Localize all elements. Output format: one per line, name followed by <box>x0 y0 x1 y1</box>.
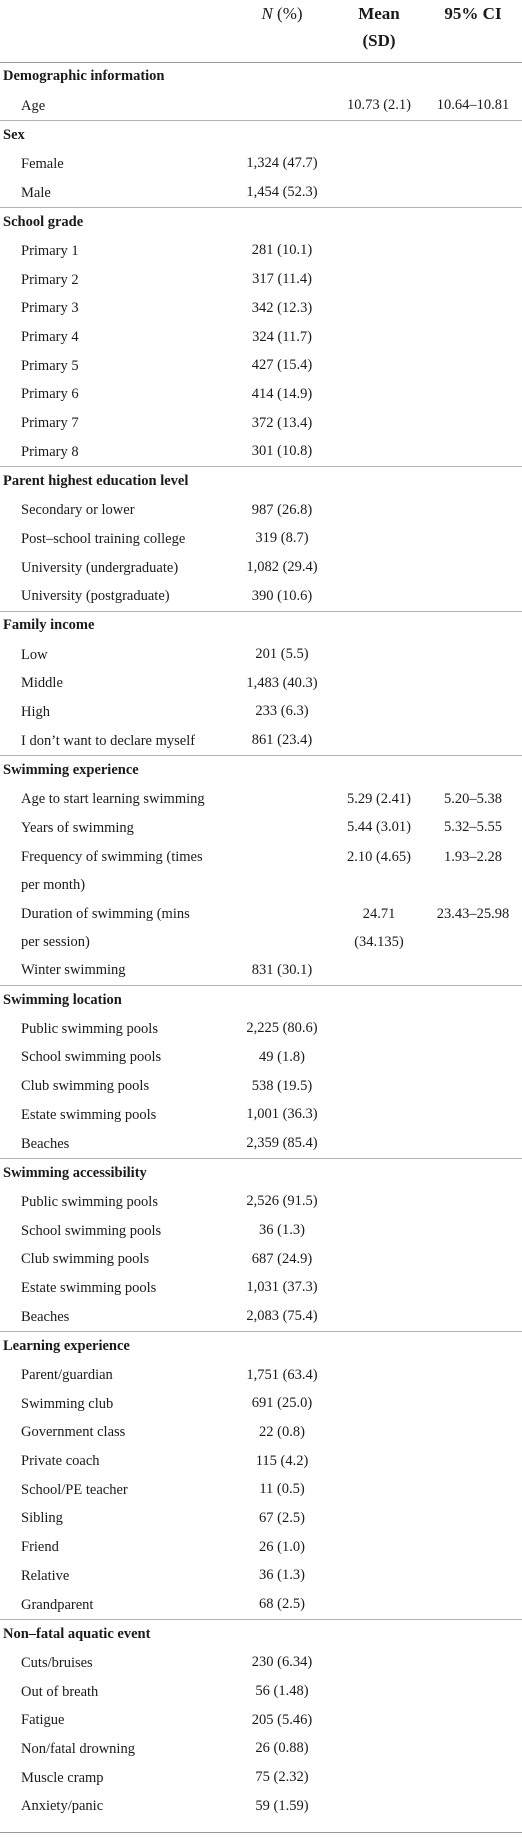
ci-cell <box>424 237 522 266</box>
row-label: High <box>21 703 50 720</box>
n-percent-cell <box>230 813 334 842</box>
row-label: School/PE teacher <box>21 1481 128 1498</box>
row-label-line1: Frequency of swimming (times <box>21 848 203 865</box>
mean-sd-cell <box>334 1590 424 1619</box>
mean-sd-cell <box>334 1361 424 1390</box>
ci-cell <box>424 1763 522 1792</box>
mean-sd-cell <box>334 1245 424 1274</box>
ci-cell <box>424 380 522 409</box>
table-row <box>0 1504 522 1533</box>
table-row <box>0 582 522 611</box>
ci-cell <box>424 669 522 698</box>
n-percent-cell: 301 (10.8) <box>251 443 313 460</box>
spacer <box>471 934 475 950</box>
n-percent-cell: 56 (1.48) <box>255 1683 309 1700</box>
table-row <box>0 1418 522 1447</box>
section-header-row <box>0 120 522 149</box>
row-label-line1: Duration of swimming (mins <box>21 905 190 922</box>
ci-cell <box>424 525 522 554</box>
n-percent-cell: 1,082 (29.4) <box>246 559 318 576</box>
section-title: Parent highest education level <box>0 467 522 496</box>
table-row <box>0 1245 522 1274</box>
table-row <box>0 1562 522 1591</box>
mean-sd-cell: 5.29 (2.41) <box>346 790 412 807</box>
mean-sd-cell <box>334 1533 424 1562</box>
mean-sd-cell <box>334 1735 424 1764</box>
mean-sd-cell <box>334 437 424 466</box>
n-percent-cell: 691 (25.0) <box>251 1395 313 1412</box>
ci-cell <box>424 1735 522 1764</box>
table-row <box>0 1706 522 1735</box>
n-percent-cell: 1,001 (36.3) <box>246 1106 318 1123</box>
section-title: Demographic information <box>0 62 522 91</box>
ci-cell <box>424 323 522 352</box>
n-percent-cell: 67 (2.5) <box>259 1509 305 1526</box>
n-percent-cell: 26 (1.0) <box>259 1538 305 1555</box>
mean-sd-cell <box>334 265 424 294</box>
n-percent-cell: 372 (13.4) <box>251 414 313 431</box>
mean-sd-cell <box>334 237 424 266</box>
section-title: Swimming experience <box>0 756 522 785</box>
table-row <box>0 178 522 207</box>
mean-sd-cell <box>334 1101 424 1130</box>
mean-sd-cell <box>334 669 424 698</box>
section-title: Sex <box>0 120 522 149</box>
row-label: Low <box>21 646 48 663</box>
table-row <box>0 150 522 179</box>
ci-cell <box>424 899 522 956</box>
section-title: Family income <box>0 611 522 640</box>
row-label: Muscle cramp <box>21 1769 104 1786</box>
ci-value: 1.93–2.28 <box>444 848 502 865</box>
table-row <box>0 237 522 266</box>
ci-cell <box>424 1101 522 1130</box>
section-header-row <box>0 467 522 496</box>
table-row <box>0 553 522 582</box>
row-label: Middle <box>21 675 63 692</box>
n-percent-cell: 2,083 (75.4) <box>246 1308 318 1325</box>
mean-sd-cell <box>334 1274 424 1303</box>
mean-sd-cell <box>334 525 424 554</box>
header-mean-sd <box>334 0 424 62</box>
n-percent-cell <box>230 842 334 899</box>
ci-cell <box>424 1274 522 1303</box>
row-label: Primary 8 <box>21 443 79 460</box>
row-label-line2: per month) <box>21 876 86 893</box>
mean-sd-cell <box>334 698 424 727</box>
header-n-symbol: N <box>261 4 273 23</box>
row-label: Non/fatal drowning <box>21 1740 135 1757</box>
row-label: Male <box>21 184 51 201</box>
row-label: Primary 4 <box>21 329 79 346</box>
table-row <box>0 1361 522 1390</box>
row-label <box>0 842 230 899</box>
n-percent-cell: 1,031 (37.3) <box>246 1279 318 1296</box>
ci-cell: 10.64–10.81 <box>436 97 510 114</box>
ci-cell <box>424 351 522 380</box>
mean-sd-cell <box>334 1447 424 1476</box>
n-percent-cell: 414 (14.9) <box>251 385 313 402</box>
row-label: School swimming pools <box>21 1049 162 1066</box>
ci-cell <box>424 1649 522 1678</box>
n-percent-cell: 22 (0.8) <box>259 1423 305 1440</box>
row-label: I don’t want to declare myself <box>21 732 196 749</box>
table-row <box>0 1533 522 1562</box>
table-row <box>0 1101 522 1130</box>
mean-sd-cell <box>334 1504 424 1533</box>
n-percent-cell: 201 (5.5) <box>255 646 309 663</box>
mean-sd-cell <box>334 1302 424 1331</box>
section-header-row <box>0 1158 522 1187</box>
n-percent-cell: 390 (10.6) <box>251 587 313 604</box>
n-percent-cell: 324 (11.7) <box>252 328 312 345</box>
ci-cell <box>424 1072 522 1101</box>
table-row <box>0 409 522 438</box>
table-row <box>0 1072 522 1101</box>
mean-sd-cell <box>334 956 424 985</box>
row-label: Government class <box>21 1424 126 1441</box>
row-label: Post–school training college <box>21 530 186 547</box>
ci-cell <box>424 1418 522 1447</box>
table-row <box>0 669 522 698</box>
table-row <box>0 1129 522 1158</box>
n-percent-cell: 115 (4.2) <box>255 1452 309 1469</box>
table-row <box>0 1216 522 1245</box>
n-percent-cell: 2,225 (80.6) <box>246 1020 318 1037</box>
row-label: Public swimming pools <box>21 1020 158 1037</box>
row-label: Primary 2 <box>21 271 79 288</box>
row-label: Primary 7 <box>21 415 79 432</box>
row-label: University (undergraduate) <box>21 559 179 576</box>
section-header-row <box>0 611 522 640</box>
row-label: Fatigue <box>21 1712 65 1729</box>
mean-sd-cell <box>334 1014 424 1043</box>
n-percent-cell: 319 (8.7) <box>255 530 309 547</box>
ci-cell <box>424 1389 522 1418</box>
n-percent-cell <box>230 899 334 956</box>
row-label: Primary 6 <box>21 386 79 403</box>
table-row <box>0 496 522 525</box>
table-row <box>0 785 522 814</box>
mean-sd-cell <box>334 899 424 956</box>
header-mean-line2: (SD) <box>362 31 396 50</box>
table-bottom-rule <box>0 1832 522 1833</box>
ci-cell <box>424 496 522 525</box>
row-label: School swimming pools <box>21 1222 162 1239</box>
table-row <box>0 1763 522 1792</box>
table-row <box>0 1274 522 1303</box>
mean-sd-cell <box>334 294 424 323</box>
mean-sd-cell <box>334 1562 424 1591</box>
mean-sd-cell <box>334 842 424 899</box>
section-header-row <box>0 1332 522 1361</box>
spacer <box>377 877 381 893</box>
ci-cell <box>424 437 522 466</box>
table-row <box>0 380 522 409</box>
mean-sd-cell <box>334 553 424 582</box>
row-label: Beaches <box>21 1308 70 1325</box>
n-percent-cell: 317 (11.4) <box>252 271 312 288</box>
table-row <box>0 323 522 352</box>
section-header-row <box>0 207 522 236</box>
table-row <box>0 294 522 323</box>
row-label: Relative <box>21 1567 70 1584</box>
row-label: Cuts/bruises <box>21 1654 93 1671</box>
table-row <box>0 1677 522 1706</box>
ci-cell <box>424 1188 522 1217</box>
table-body <box>0 62 522 1821</box>
section-header-row <box>0 1619 522 1648</box>
table-row <box>0 842 522 899</box>
row-label: Age to start learning swimming <box>21 791 205 808</box>
row-label: Friend <box>21 1539 59 1556</box>
ci-cell <box>424 640 522 669</box>
header-mean-line1: Mean <box>358 4 400 23</box>
mean-sd-cell <box>334 150 424 179</box>
row-label: Private coach <box>21 1453 100 1470</box>
mean-sd-cell <box>334 1418 424 1447</box>
mean-sd-cell <box>334 1389 424 1418</box>
row-label: Estate swimming pools <box>21 1106 157 1123</box>
sd-value: (34.135) <box>354 933 404 950</box>
n-percent-cell: 1,324 (47.7) <box>246 155 318 172</box>
row-label: Primary 5 <box>21 357 79 374</box>
table-row <box>0 265 522 294</box>
n-percent-cell: 11 (0.5) <box>259 1481 305 1498</box>
row-label: Age <box>21 97 46 114</box>
n-percent-cell: 59 (1.59) <box>255 1797 309 1814</box>
n-percent-cell: 1,751 (63.4) <box>246 1366 318 1383</box>
table-row <box>0 525 522 554</box>
table-row <box>0 813 522 842</box>
mean-sd-cell <box>334 1706 424 1735</box>
ci-cell: 5.20–5.38 <box>444 790 502 807</box>
n-percent-cell: 831 (30.1) <box>251 961 313 978</box>
row-label: Beaches <box>21 1135 70 1152</box>
ci-cell <box>424 1302 522 1331</box>
ci-cell <box>424 1792 522 1821</box>
ci-cell <box>424 1677 522 1706</box>
n-percent-cell: 36 (1.3) <box>259 1222 305 1239</box>
ci-cell <box>424 1475 522 1504</box>
section-title: School grade <box>0 207 522 236</box>
row-label: Out of breath <box>21 1683 99 1700</box>
mean-sd-cell: 5.44 (3.01) <box>346 819 412 836</box>
n-percent-cell: 49 (1.8) <box>259 1048 305 1065</box>
ci-cell <box>424 1706 522 1735</box>
table-row <box>0 899 522 956</box>
n-percent-cell: 26 (0.88) <box>255 1740 309 1757</box>
ci-cell <box>424 265 522 294</box>
ci-cell <box>424 1043 522 1072</box>
mean-sd-cell <box>334 1763 424 1792</box>
table-row <box>0 698 522 727</box>
table-row <box>0 1792 522 1821</box>
row-label: Anxiety/panic <box>21 1798 104 1815</box>
n-percent-cell: 2,359 (85.4) <box>246 1135 318 1152</box>
ci-cell <box>424 726 522 755</box>
row-label: Parent/guardian <box>21 1367 113 1384</box>
section-title: Swimming location <box>0 985 522 1014</box>
mean-sd-cell <box>334 1188 424 1217</box>
n-percent-cell: 68 (2.5) <box>259 1596 305 1613</box>
section-header-row <box>0 756 522 785</box>
table-row <box>0 1014 522 1043</box>
n-percent-cell: 36 (1.3) <box>259 1567 305 1584</box>
row-label: Female <box>21 155 64 172</box>
table-row <box>0 1649 522 1678</box>
spacer <box>471 877 475 893</box>
table-row <box>0 351 522 380</box>
section-title: Swimming accessibility <box>0 1158 522 1187</box>
table-row <box>0 1389 522 1418</box>
ci-cell <box>424 1361 522 1390</box>
ci-cell <box>424 294 522 323</box>
header-row <box>0 0 522 62</box>
ci-cell <box>424 698 522 727</box>
section-title: Learning experience <box>0 1332 522 1361</box>
section-header-row <box>0 62 522 91</box>
header-label-column <box>0 0 230 62</box>
ci-cell <box>424 1129 522 1158</box>
table-row <box>0 956 522 985</box>
row-label: Secondary or lower <box>21 502 135 519</box>
n-percent-cell: 205 (5.46) <box>251 1711 313 1728</box>
n-percent-cell: 427 (15.4) <box>251 357 313 374</box>
table-row <box>0 91 522 120</box>
n-percent-cell: 1,483 (40.3) <box>246 674 318 691</box>
mean-sd-cell <box>334 351 424 380</box>
mean-sd-cell <box>334 1129 424 1158</box>
row-label: Primary 3 <box>21 300 79 317</box>
row-label-line2: per session) <box>21 933 90 950</box>
row-label: Grandparent <box>21 1596 94 1613</box>
row-label: Club swimming pools <box>21 1251 150 1268</box>
ci-cell <box>424 1504 522 1533</box>
ci-cell <box>424 409 522 438</box>
row-label: Years of swimming <box>21 819 134 836</box>
table-row <box>0 437 522 466</box>
table-row <box>0 1043 522 1072</box>
mean-sd-cell <box>334 582 424 611</box>
mean-sd-cell <box>334 1216 424 1245</box>
mean-sd-cell <box>334 1677 424 1706</box>
table-row <box>0 1590 522 1619</box>
mean-sd-cell: 10.73 (2.1) <box>346 97 412 114</box>
row-label: Club swimming pools <box>21 1078 150 1095</box>
ci-cell <box>424 1447 522 1476</box>
ci-value: 23.43–25.98 <box>436 905 510 922</box>
mean-sd-cell <box>334 726 424 755</box>
n-percent-cell: 2,526 (91.5) <box>246 1193 318 1210</box>
n-percent-cell: 342 (12.3) <box>251 299 313 316</box>
mean-sd-cell <box>334 1072 424 1101</box>
row-label: Swimming club <box>21 1395 114 1412</box>
mean-sd-cell <box>334 380 424 409</box>
ci-cell <box>424 178 522 207</box>
n-percent-cell: 230 (6.34) <box>251 1654 313 1671</box>
n-percent-cell: 233 (6.3) <box>255 703 309 720</box>
ci-cell: 5.32–5.55 <box>444 819 502 836</box>
header-n-percent <box>230 0 334 62</box>
ci-cell <box>424 150 522 179</box>
row-label: Primary 1 <box>21 242 79 259</box>
table-row <box>0 1302 522 1331</box>
mean-sd-cell <box>334 640 424 669</box>
table-header <box>0 0 522 62</box>
header-95-ci: 95% CI <box>444 4 502 23</box>
mean-sd-cell <box>334 1792 424 1821</box>
n-percent-cell: 538 (19.5) <box>251 1077 313 1094</box>
ci-cell <box>424 1014 522 1043</box>
n-percent-cell: 687 (24.9) <box>251 1250 313 1267</box>
ci-cell <box>424 1245 522 1274</box>
row-label <box>0 899 230 956</box>
ci-cell <box>424 1533 522 1562</box>
ci-cell <box>424 1562 522 1591</box>
ci-cell <box>424 553 522 582</box>
n-percent-cell: 861 (23.4) <box>251 732 313 749</box>
n-percent-cell <box>230 785 334 814</box>
table-row <box>0 1735 522 1764</box>
mean-sd-cell <box>334 409 424 438</box>
table-row <box>0 1447 522 1476</box>
table-row <box>0 640 522 669</box>
section-title: Non–fatal aquatic event <box>0 1619 522 1648</box>
n-percent-cell: 75 (2.32) <box>255 1769 309 1786</box>
mean-sd-cell <box>334 1649 424 1678</box>
n-percent-cell: 987 (26.8) <box>251 501 313 518</box>
ci-cell <box>424 842 522 899</box>
ci-cell <box>424 582 522 611</box>
ci-cell <box>424 1590 522 1619</box>
mean-sd-cell <box>334 1475 424 1504</box>
mean-sd-cell <box>334 496 424 525</box>
row-label: Public swimming pools <box>21 1193 158 1210</box>
n-percent-cell: 1,454 (52.3) <box>246 184 318 201</box>
row-label: Estate swimming pools <box>21 1279 157 1296</box>
table-row <box>0 1475 522 1504</box>
ci-cell <box>424 956 522 985</box>
n-percent-cell: 281 (10.1) <box>251 242 313 259</box>
mean-sd-cell <box>334 178 424 207</box>
mean-sd-cell <box>334 323 424 352</box>
row-label: Winter swimming <box>21 962 126 979</box>
mean-sd-value: 2.10 (4.65) <box>346 848 412 865</box>
mean-sd-cell <box>334 1043 424 1072</box>
row-label: University (postgraduate) <box>21 588 170 605</box>
section-header-row <box>0 985 522 1014</box>
row-label: Sibling <box>21 1510 63 1527</box>
header-n-percent-suffix: (%) <box>272 4 303 23</box>
mean-value: 24.71 <box>362 905 396 922</box>
table-row <box>0 726 522 755</box>
table-row <box>0 1188 522 1217</box>
ci-cell <box>424 1216 522 1245</box>
n-percent-cell <box>230 91 334 120</box>
